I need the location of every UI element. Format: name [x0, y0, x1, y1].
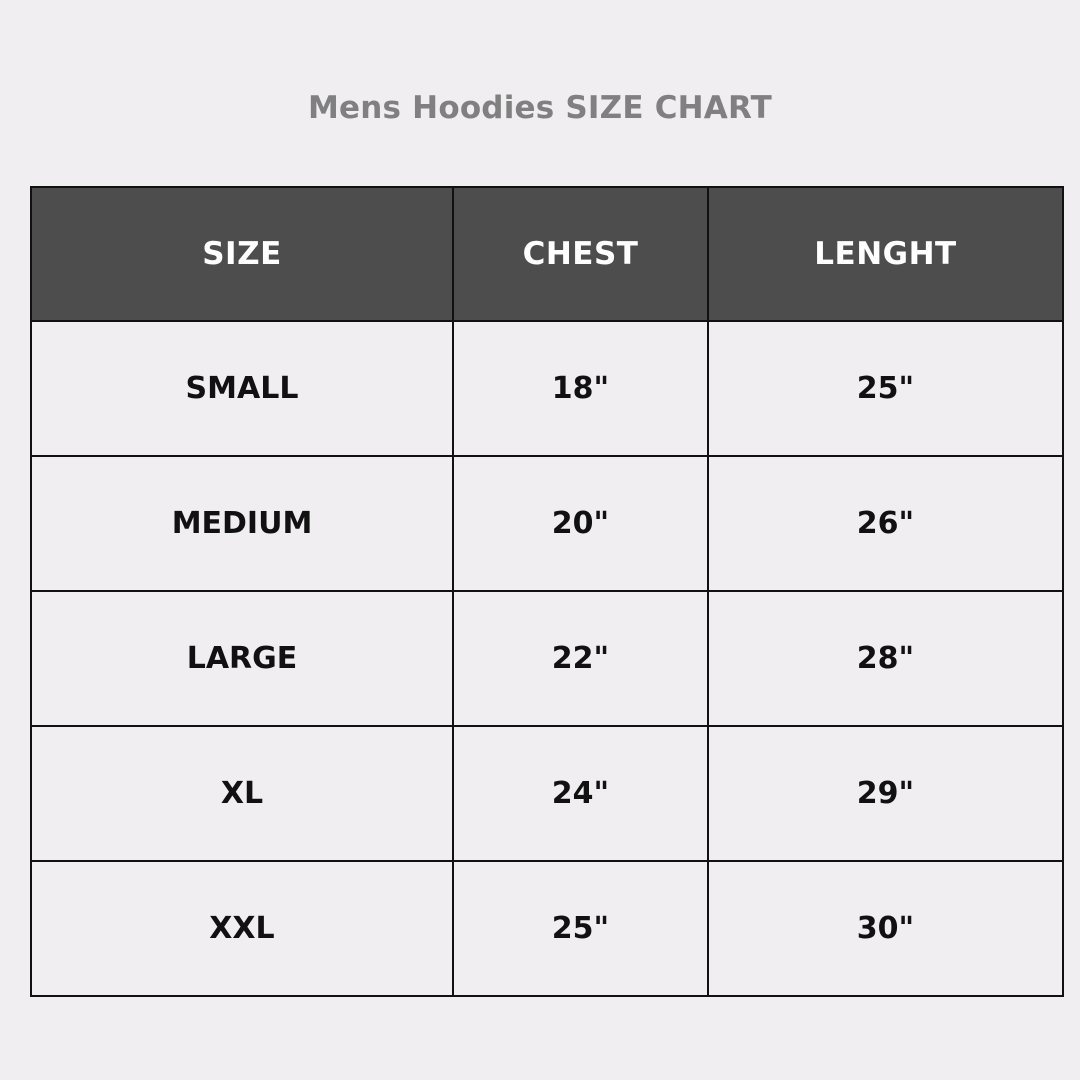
cell-length: 30" — [708, 861, 1063, 996]
cell-chest: 25" — [453, 861, 708, 996]
cell-chest: 24" — [453, 726, 708, 861]
table-row — [31, 321, 1063, 456]
column-header-size: SIZE — [31, 187, 453, 321]
cell-chest: 22" — [453, 591, 708, 726]
cell-chest: 20" — [453, 456, 708, 591]
cell-length: 29" — [708, 726, 1063, 861]
cell-length: 28" — [708, 591, 1063, 726]
page-title: Mens Hoodies SIZE CHART — [307, 90, 773, 126]
column-header-chest: CHEST — [453, 187, 708, 321]
cell-size: XXL — [31, 861, 453, 996]
table-row — [31, 456, 1063, 591]
column-header-length: LENGHT — [708, 187, 1063, 321]
table-row — [31, 591, 1063, 726]
size-chart-table-container — [30, 186, 1050, 997]
cell-size: XL — [31, 726, 453, 861]
cell-size: MEDIUM — [31, 456, 453, 591]
cell-length: 26" — [708, 456, 1063, 591]
size-chart-table — [30, 186, 1064, 997]
cell-chest: 18" — [453, 321, 708, 456]
cell-length: 25" — [708, 321, 1063, 456]
table-body — [31, 321, 1063, 996]
table-row — [31, 861, 1063, 996]
cell-size: LARGE — [31, 591, 453, 726]
table-header — [31, 187, 1063, 321]
table-row — [31, 726, 1063, 861]
cell-size: SMALL — [31, 321, 453, 456]
table-header-row — [31, 187, 1063, 321]
